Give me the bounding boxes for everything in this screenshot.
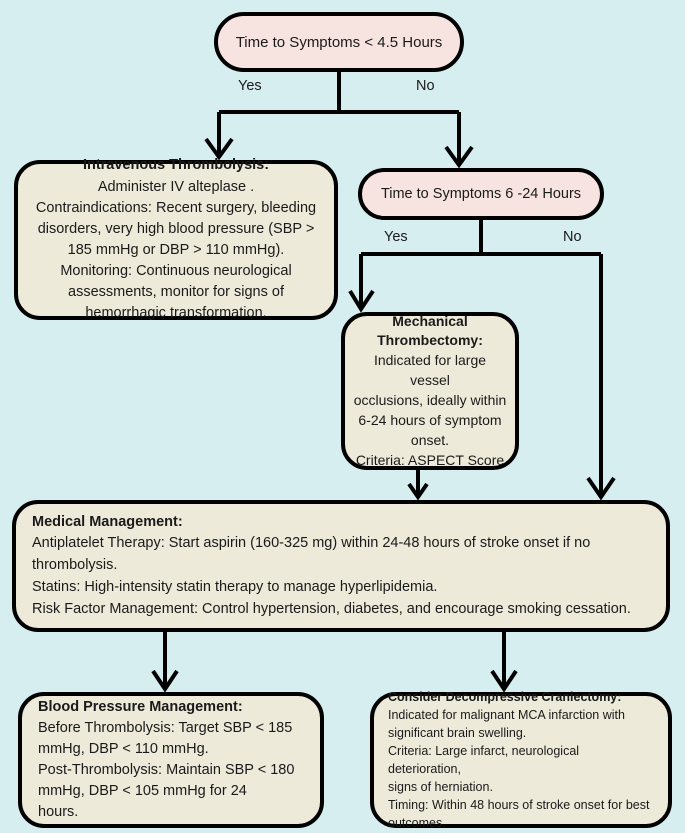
node-craniectomy-line-6: outcomes.: [388, 816, 446, 831]
node-craniectomy-title: Consider Decompressive Craniectomy:: [388, 689, 622, 704]
node-ivt-line-3: disorders, very high blood pressure (SBP >: [37, 220, 315, 237]
node-medical-management[interactable]: [12, 500, 670, 632]
node-time45-label: Time to Symptoms < 4.5 Hours: [235, 33, 443, 51]
node-thrombectomy-line-5: Criteria: ASPECT Score: [355, 451, 505, 468]
arrowhead-time45-yes: [206, 139, 232, 157]
node-bp-line-4: mmHg, DBP < 105 mmHg for 24: [38, 783, 247, 800]
node-craniectomy-line-3: Criteria: Large infarct, neurological deterioration,: [388, 743, 580, 776]
arrowhead-craniectomy: [492, 671, 516, 689]
node-ivt-title: Intravenous Thrombolysis:: [82, 157, 270, 174]
node-thrombectomy-title-line2: Thrombectomy:: [377, 332, 483, 349]
node-medical-line-2: thrombolysis.: [32, 557, 118, 574]
node-time-to-symptoms-4-5-hours[interactable]: [214, 12, 464, 72]
edge-label-no-time45: No: [416, 78, 435, 94]
node-ivt-line-1: Administer IV alteplase .: [97, 178, 255, 195]
node-thrombectomy-line-1: Indicated for large vessel: [373, 352, 487, 389]
arrowhead-thrombectomy: [409, 484, 427, 497]
node-ivt-line-5: Monitoring: Continuous neurological: [60, 263, 292, 280]
node-time624-label: Time to Symptoms 6 -24 Hours: [380, 186, 582, 202]
node-craniectomy-line-4: signs of herniation.: [388, 780, 493, 795]
node-medical-line-3: Statins: High-intensity statin therapy to manage hyperlipidemia.: [32, 578, 438, 595]
node-time-to-symptoms-6-24-hours[interactable]: [358, 168, 604, 220]
edge-label-yes-time45: Yes: [238, 78, 262, 94]
node-medical-line-1: Antiplatelet Therapy: Start aspirin (160-325 mg) within 24-48 hours of stroke onset if no: [32, 535, 591, 552]
node-medical-line-4: Risk Factor Management: Control hypertension, diabetes, and encourage smoking cessation.: [32, 600, 631, 617]
node-thrombectomy-title-line1: Mechanical: [392, 312, 468, 329]
node-blood-pressure-management[interactable]: [18, 692, 324, 828]
node-craniectomy-line-5: Timing: Within 48 hours of stroke onset for best: [388, 798, 650, 813]
edge-label-no-time624: No: [563, 229, 582, 245]
node-thrombectomy-line-2: occlusions, ideally within: [353, 392, 507, 408]
node-ivt-line-6: assessments, monitor for signs of: [68, 284, 284, 301]
node-thrombectomy-line-3: 6-24 hours of symptom: [358, 411, 502, 428]
node-bp-line-3: Post-Thrombolysis: Maintain SBP < 180: [38, 762, 295, 778]
arrowhead-time45-no: [446, 147, 472, 165]
node-intravenous-thrombolysis[interactable]: [14, 157, 338, 322]
node-thrombectomy-line-4: onset.: [410, 431, 450, 448]
node-ivt-line-2: Contraindications: Recent surgery, bleeding: [35, 199, 317, 216]
node-consider-decompressive-craniectomy[interactable]: [370, 689, 672, 831]
node-mechanical-thrombectomy[interactable]: [341, 312, 519, 470]
node-bp-line-1: Before Thrombolysis: Target SBP < 185: [38, 719, 293, 736]
arrowhead-bp: [153, 671, 177, 689]
node-craniectomy-line-2: significant brain swelling.: [388, 725, 527, 740]
node-ivt-line-7: hemorrhagic transformation.: [85, 305, 267, 322]
node-medical-title: Medical Management:: [32, 513, 183, 530]
edge-label-yes-time624: Yes: [384, 229, 408, 245]
node-bp-line-2: mmHg, DBP < 110 mmHg.: [38, 740, 209, 757]
node-craniectomy-line-1: Indicated for malignant MCA infarction with: [388, 707, 625, 722]
node-ivt-line-4: 185 mmHg or DBP > 110 mmHg).: [67, 242, 285, 258]
arrowhead-time624-no: [588, 478, 614, 497]
node-bp-title: Blood Pressure Management:: [38, 698, 243, 715]
node-bp-line-5: hours.: [38, 804, 79, 821]
arrowhead-time624-yes: [350, 291, 373, 309]
